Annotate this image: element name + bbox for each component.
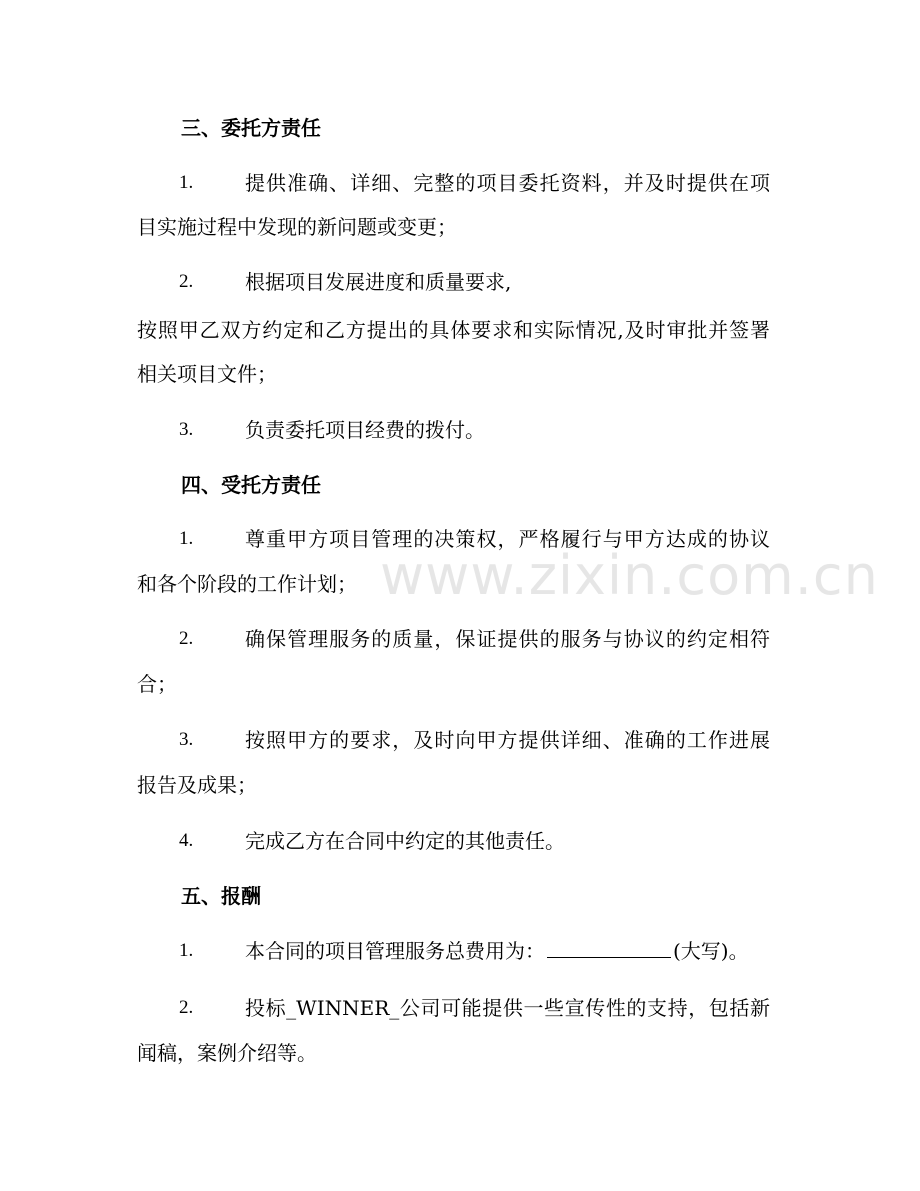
item-text-continued: 报告及成果； — [137, 773, 257, 797]
item-text-continued: 按照甲乙双方约定和乙方提出的具体要求和实际情况,及时审批并签署 — [137, 318, 770, 342]
item-number: 1. — [179, 528, 194, 549]
watermark: www.zixin.com.cn — [380, 544, 879, 607]
item-number: 3. — [179, 729, 194, 750]
section-heading-5: 五、报酬 — [181, 884, 261, 908]
item-number: 2. — [179, 997, 194, 1018]
item-text: 完成乙方在合同中约定的其他责任。 — [245, 829, 565, 853]
item-text-continued: 合； — [137, 672, 177, 696]
item-number: 1. — [179, 172, 194, 193]
item-text: 按照甲方的要求，及时向甲方提供详细、准确的工作进展 — [245, 728, 770, 752]
fee-blank — [547, 939, 671, 958]
item-number: 4. — [179, 830, 194, 851]
item-text-continued: 目实施过程中发现的新问题或变更； — [137, 215, 457, 239]
fee-suffix: (大写)。 — [673, 939, 749, 963]
item-text: 负责委托项目经费的拨付。 — [245, 418, 485, 442]
item-text — [245, 938, 749, 964]
item-number: 2. — [179, 271, 194, 292]
item-text-continued: 和各个阶段的工作计划； — [137, 572, 357, 596]
item-text: 提供准确、详细、完整的项目委托资料，并及时提供在项 — [245, 171, 770, 195]
item-text: 根据项目发展进度和质量要求, — [245, 270, 512, 294]
item-number: 2. — [179, 628, 194, 649]
item-number: 3. — [179, 419, 194, 440]
fee-label: 本合同的项目管理服务总费用为： — [245, 939, 545, 963]
item-text: 投标_WINNER_公司可能提供一些宣传性的支持，包括新 — [245, 996, 770, 1020]
item-text: 尊重甲方项目管理的决策权，严格履行与甲方达成的协议 — [245, 527, 770, 551]
item-text: 确保管理服务的质量，保证提供的服务与协议的约定相符 — [245, 627, 770, 651]
item-number: 1. — [179, 940, 194, 961]
item-text-continued: 闻稿，案例介绍等。 — [137, 1041, 317, 1065]
item-text-continued: 相关项目文件； — [137, 362, 277, 386]
section-heading-4: 四、受托方责任 — [181, 473, 321, 497]
section-heading-3: 三、委托方责任 — [181, 116, 321, 140]
